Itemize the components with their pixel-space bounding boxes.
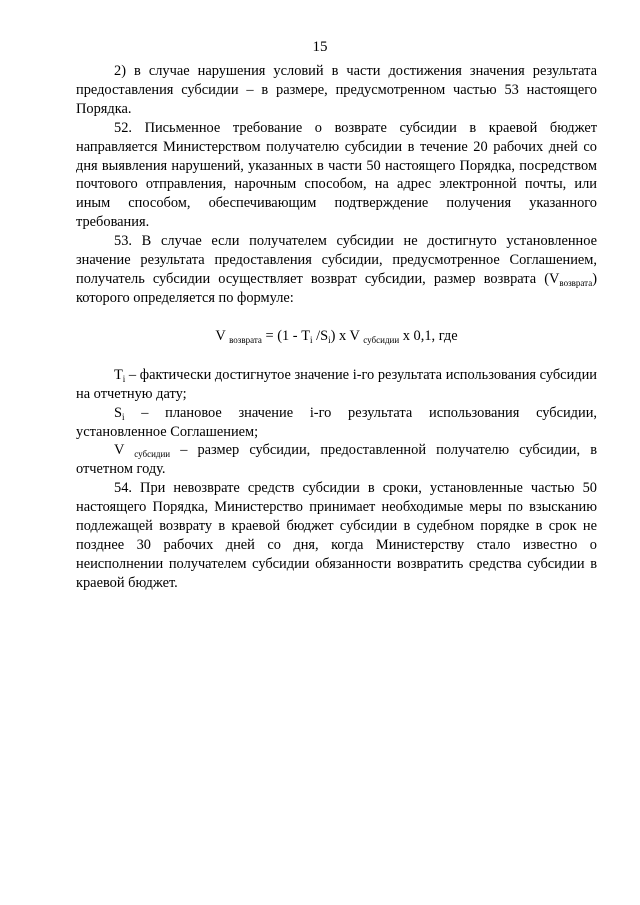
document-body [76, 62, 597, 593]
definition-v-subscript: субсидии [134, 449, 171, 460]
definition-t-subscript: i [122, 373, 126, 384]
page-number: 15 [312, 39, 328, 55]
paragraph-53 [76, 232, 597, 308]
formula-mid1: = (1 - T [261, 327, 310, 344]
definition-v-text: – размер субсидии, предоставленной получателю субсидии, в отчетном году. [76, 442, 597, 478]
formula-v1: V [215, 327, 226, 344]
definition-v [76, 441, 597, 479]
formula-mid2: /S [312, 327, 329, 344]
definition-t-text: – фактически достигнутое значение i-го результата использования субсидии на отчетную дату; [76, 366, 597, 402]
paragraph-51-item-2: 2) в случае нарушения условий в части достижения значения результата предоставления субсидии – в размере, предусмотренном частью 53 настоящего Порядка. [76, 63, 597, 117]
formula-v2-subscript: субсидии [363, 334, 400, 345]
paragraph-53-end: ) которого определяется по формуле: [76, 270, 597, 306]
paragraph-53-subscript: возврата [559, 277, 593, 288]
definition-t-symbol: T [114, 366, 123, 383]
paragraph-54: 54. При невозврате средств субсидии в сроки, установленные частью 50 настоящего Порядка, Министерство принимает необходимые меры по взысканию подлежащей возврату в краевой бюджет субсидии в судебном порядке в срок не позднее 30 рабочих дней со дня, когда Министерству стало известно о неисполнении получателем субсидии обязанности возвратить средства субсидии в краевой бюджет. [76, 480, 597, 591]
definition-s-text: – плановое значение i-го результата использования субсидии, установленное Соглашением; [76, 404, 597, 440]
definition-s [76, 404, 597, 442]
formula-v1-subscript: возврата [229, 334, 262, 345]
definition-s-symbol: S [114, 404, 123, 421]
formula-s-subscript: i [328, 334, 331, 345]
refund-formula [76, 327, 597, 346]
paragraph-52: 52. Письменное требование о возврате субсидии в краевой бюджет направляется Министерством получателю субсидии в течение 20 рабочих дней со дня выявления нарушений, указанных в части 50 настоящего Порядка, посредством почтового отправления, нарочным способом, на адрес электронной почты, или иным способом, обеспечивающим подтверждение получения указанного требования. [76, 119, 597, 231]
definition-v-symbol: V [114, 442, 125, 459]
formula-t-subscript: i [309, 334, 313, 345]
definition-s-subscript: i [122, 411, 125, 422]
paragraph-53-text: 53. В случае если получателем субсидии не достигнуто установленное значение результата предоставления субсидии, предусмотренное Соглашением, получатель субсидии осуществляет возврат субсидии, размер возврата (V [76, 233, 597, 287]
definition-t [76, 366, 597, 404]
formula-end: x 0,1, где [399, 327, 458, 344]
formula-mid3: ) x V [330, 327, 360, 344]
